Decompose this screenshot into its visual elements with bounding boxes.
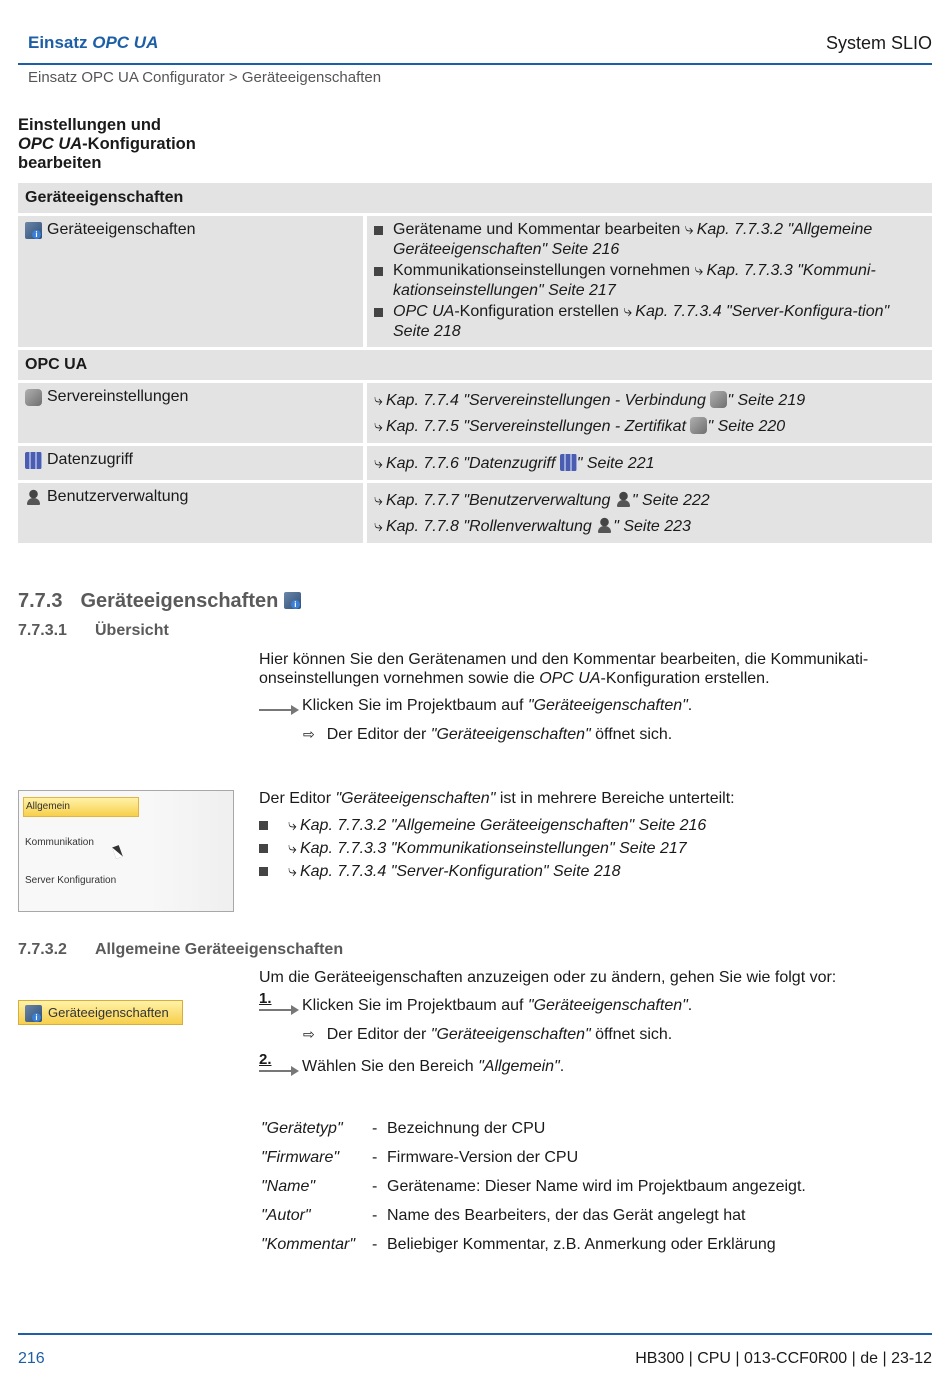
paragraph: Hier können Sie den Gerätenamen und den Kommentar bearbeiten, die Kommunikati-onseinstellungen vornehmen sowie die OPC UA-Konfiguration erstellen.	[259, 651, 869, 687]
cross-reference-link[interactable]: Kap. 7.7.8 "Rollenverwaltung " Seite 223	[385, 518, 691, 535]
cross-reference-link[interactable]: Kap. 7.7.3.2 "Allgemeine Geräteeigenschaften" Seite 216	[299, 817, 707, 834]
table-section-title: Geräteeigenschaften	[18, 183, 932, 213]
section-heading: 7.7.3 Geräteeigenschaften i	[18, 590, 301, 613]
instruction-step: 1. Klicken Sie im Projektbaum auf "Geräteeigenschaften" .	[259, 990, 693, 1014]
list-item: OPC UA-Konfiguration erstellen ⤷ Kap. 7.7.3.4 "Server-Konfigura-tion" Seite 218	[374, 302, 925, 342]
editor-areas-screenshot: Allgemein Kommunikation Server Konfiguration	[18, 790, 234, 912]
subsection-heading: 7.7.3.1 Übersicht	[18, 622, 169, 639]
step-arrow-icon	[259, 700, 299, 712]
definition-row: "Kommentar" - Beliebiger Kommentar, z.B. Anmerkung oder Erklärung	[261, 1235, 776, 1253]
intro-heading: Einstellungen und OPC UA-Konfiguration bearbeiten	[18, 116, 196, 172]
cross-reference-list	[259, 815, 706, 884]
link-arrow-icon: ⤷	[374, 392, 383, 409]
server-settings-icon	[710, 391, 727, 408]
cross-reference-link[interactable]: Kap. 7.7.3.3 "Kommunikationseinstellungen" Seite 217	[299, 840, 687, 857]
cross-reference-link[interactable]: Kap. 7.7.3.2 "Allgemeine Geräteeigenschaften" Seite 216	[393, 221, 873, 258]
footer-rule	[18, 1333, 932, 1335]
data-access-icon	[25, 452, 42, 469]
overview-table	[18, 183, 932, 546]
link-arrow-icon: ⤷	[694, 262, 704, 279]
list-item: Gerätename und Kommentar bearbeiten ⤷ Kap. 7.7.3.2 "Allgemeine Geräteeigenschaften" Seite 216	[374, 220, 925, 260]
cross-reference-link[interactable]: Kap. 7.7.6 "Datenzugriff " Seite 221	[385, 455, 655, 472]
link-arrow-icon: ⤷	[623, 303, 633, 320]
device-properties-icon	[25, 1005, 42, 1022]
link-arrow-icon: ⤷	[374, 418, 383, 435]
link-arrow-icon: ⤷	[288, 817, 297, 834]
device-properties-icon	[284, 592, 301, 609]
mouse-cursor-icon	[112, 845, 123, 859]
field-definitions	[259, 1114, 806, 1259]
result-arrow-icon: ⇨	[303, 1026, 315, 1042]
server-settings-icon	[25, 389, 42, 406]
table-section-title: OPC UA	[18, 350, 932, 380]
cross-reference-link[interactable]: Kap. 7.7.7 "Benutzerverwaltung " Seite 222	[385, 492, 710, 509]
link-arrow-icon: ⤷	[374, 492, 383, 509]
user-management-icon	[615, 491, 632, 508]
link-arrow-icon: ⤷	[374, 518, 383, 535]
definition-row: "Autor" - Name des Bearbeiters, der das Gerät angelegt hat	[261, 1206, 746, 1224]
user-management-icon	[596, 517, 613, 534]
table-row: Servereinstellungen ⤷ Kap. 7.7.4 "Servereinstellungen - Verbindung " Seite 219 ⤷ Kap. 7.7.5 "Servereinstellungen - Zertifikat " Seite 220	[18, 383, 932, 443]
page-number: 216	[18, 1350, 45, 1367]
definition-row: "Gerätetyp" - Bezeichnung der CPU	[261, 1119, 546, 1137]
instruction-step: 2. Wählen Sie den Bereich "Allgemein" .	[259, 1051, 565, 1075]
cross-reference-link[interactable]: Kap. 7.7.5 "Servereinstellungen - Zertifikat " Seite 220	[385, 418, 786, 435]
cross-reference-link[interactable]: Kap. 7.7.3.4 "Server-Konfiguration" Seite 218	[299, 863, 621, 880]
device-properties-icon	[25, 222, 42, 239]
breadcrumb: Einsatz OPC UA Configurator > Geräteeigenschaften	[28, 69, 382, 86]
user-management-icon	[25, 489, 42, 506]
step-result: ⇨ Der Editor der "Geräteeigenschaften" öffnet sich.	[303, 1026, 673, 1043]
link-arrow-icon: ⤷	[288, 863, 297, 880]
cross-reference-link[interactable]: Kap. 7.7.3.4 "Server-Konfigura-tion" Seite 218	[393, 303, 890, 340]
definition-row: "Name" - Gerätename: Dieser Name wird im Projektbaum angezeigt.	[261, 1177, 806, 1195]
header-rule	[18, 63, 932, 65]
cross-reference-link[interactable]: Kap. 7.7.4 "Servereinstellungen - Verbindung " Seite 219	[385, 392, 806, 409]
paragraph: Um die Geräteeigenschaften anzuzeigen oder zu ändern, gehen Sie wie folgt vor:	[259, 969, 837, 986]
table-row: Benutzerverwaltung ⤷ Kap. 7.7.7 "Benutzerverwaltung " Seite 222 ⤷ Kap. 7.7.8 "Rollenverwaltung " Seite 223	[18, 483, 932, 543]
table-row: i Geräteeigenschaften Gerätename und Kommentar bearbeiten ⤷ Kap. 7.7.3.2 "Allgemeine Geräteeigenschaften" Seite 216 Kommunikationseinstellungen vornehmen ⤷ Kap. 7.7.3.3 "Kommuni-kationseinstellungen" Seite 217 OPC UA-Konfiguration erstellen ⤷ Kap. 7.7.3.4 "Server-Konfigura-tion" Seite 218	[18, 216, 932, 347]
header-product: System SLIO	[825, 33, 932, 53]
header-chapter: Einsatz OPC UA	[28, 33, 159, 52]
cross-reference-link[interactable]: Kap. 7.7.3.3 "Kommuni-kationseinstellungen" Seite 217	[393, 262, 876, 299]
server-settings-icon	[690, 417, 707, 434]
data-access-icon	[560, 454, 577, 471]
link-arrow-icon: ⤷	[288, 840, 297, 857]
result-arrow-icon: ⇨	[303, 726, 315, 742]
document-id: HB300 | CPU | 013-CCF0R00 | de | 23-12	[635, 1350, 932, 1367]
definition-row: "Firmware" - Firmware-Version der CPU	[261, 1148, 579, 1166]
instruction-step: Klicken Sie im Projektbaum auf "Geräteeigenschaften" .	[259, 697, 692, 715]
subsection-heading: 7.7.3.2 Allgemeine Geräteeigenschaften	[18, 941, 344, 958]
link-arrow-icon: ⤷	[684, 221, 694, 238]
list-item: Kommunikationseinstellungen vornehmen ⤷ Kap. 7.7.3.3 "Kommuni-kationseinstellungen" Seite 217	[374, 261, 925, 301]
link-arrow-icon: ⤷	[374, 455, 383, 472]
step-result: ⇨ Der Editor der "Geräteeigenschaften" öffnet sich.	[303, 726, 673, 743]
paragraph: Der Editor "Geräteeigenschaften" ist in mehrere Bereiche unterteilt:	[259, 790, 735, 807]
device-properties-button-screenshot: i Geräteeigenschaften	[18, 1000, 183, 1025]
table-row: Datenzugriff ⤷ Kap. 7.7.6 "Datenzugriff " Seite 221	[18, 446, 932, 480]
